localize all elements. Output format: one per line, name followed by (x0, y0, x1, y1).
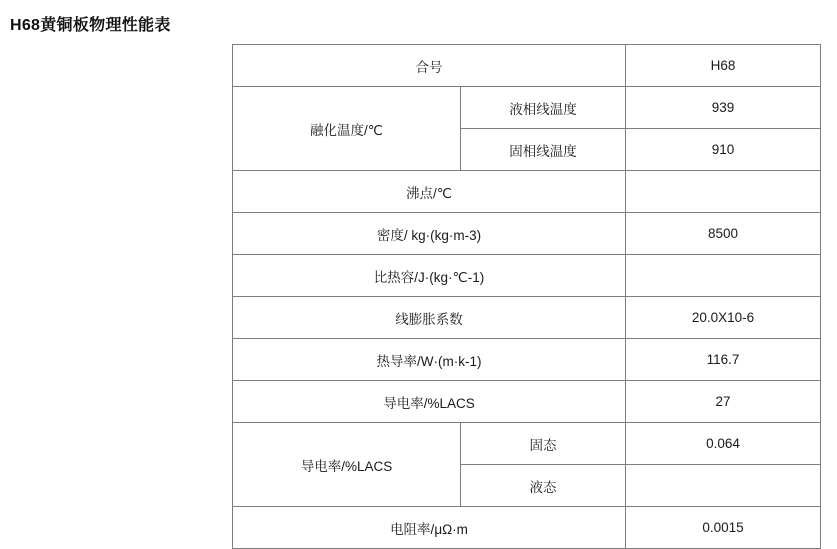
row-label: 比热容/J·(kg·℃-1) (233, 255, 626, 297)
table-row (233, 339, 821, 381)
table-row (233, 87, 821, 129)
row-label: 密度/ kg·(kg·m-3) (233, 213, 626, 255)
table-row (233, 45, 821, 87)
row-label: 热导率/W·(m·k-1) (233, 339, 626, 381)
page-title: H68黄铜板物理性能表 (10, 17, 171, 34)
row-value: 939 (626, 87, 821, 129)
table-row (233, 297, 821, 339)
table-row (233, 423, 821, 465)
table-row (233, 255, 821, 297)
row-value: 8500 (626, 213, 821, 255)
row-value: 0.0015 (626, 507, 821, 549)
row-label: 沸点/℃ (233, 171, 626, 213)
row-value (626, 465, 821, 507)
row-label: 合号 (233, 45, 626, 87)
row-label: 融化温度/℃ (233, 87, 461, 171)
row-sublabel: 固相线温度 (461, 129, 626, 171)
row-value: 20.0X10-6 (626, 297, 821, 339)
row-sublabel: 液态 (461, 465, 626, 507)
row-value: 910 (626, 129, 821, 171)
row-label: 导电率/%LACS (233, 423, 461, 507)
row-label: 导电率/%LACS (233, 381, 626, 423)
row-sublabel: 固态 (461, 423, 626, 465)
row-value: H68 (626, 45, 821, 87)
row-value: 116.7 (626, 339, 821, 381)
table-row (233, 507, 821, 549)
row-value: 27 (626, 381, 821, 423)
row-value: 0.064 (626, 423, 821, 465)
row-label: 电阻率/μΩ·m (233, 507, 626, 549)
row-value (626, 255, 821, 297)
properties-table-container (232, 44, 820, 549)
row-sublabel: 液相线温度 (461, 87, 626, 129)
table-row (233, 381, 821, 423)
row-label: 线膨胀系数 (233, 297, 626, 339)
table-row (233, 171, 821, 213)
properties-table (232, 44, 821, 549)
table-row (233, 213, 821, 255)
row-value (626, 171, 821, 213)
